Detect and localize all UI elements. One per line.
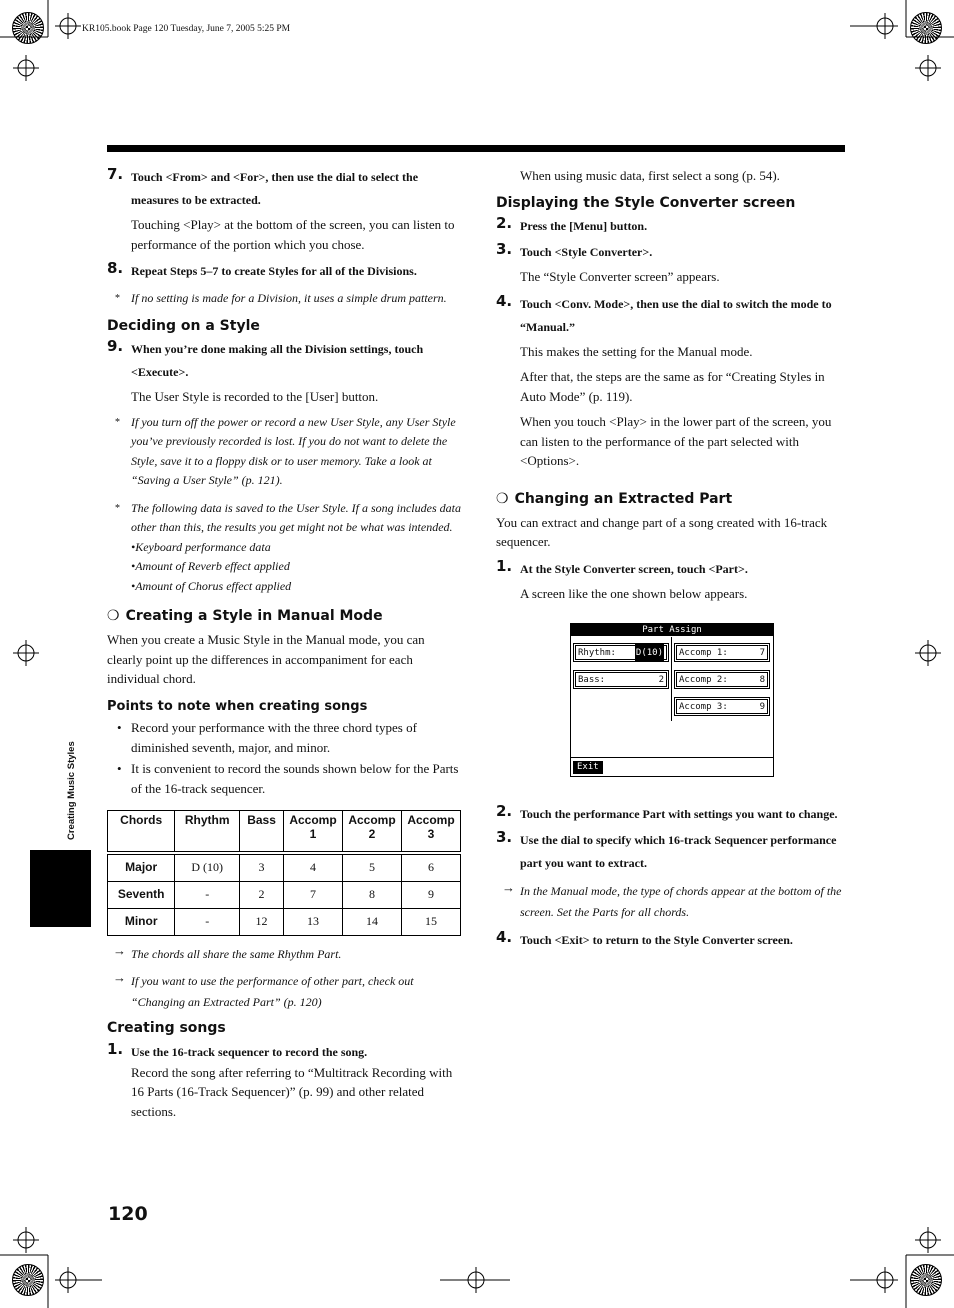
chord-parts-table [107, 810, 461, 936]
step-3-body: The “Style Converter screen” appears. [520, 269, 720, 284]
step-4-conv-mode: 4. Touch <Conv. Mode>, then use the dial to switch the mode to “Manual.” [496, 291, 832, 334]
table-row: Seventh - 2 7 8 9 [108, 882, 461, 909]
lcd-bass-cell[interactable]: Bass: 2 [573, 670, 669, 689]
heading-manual-mode: ❍ Creating a Style in Manual Mode [107, 608, 383, 624]
bullet-item: • Record your performance with the three chord types of diminished seventh, major, and minor. [117, 720, 417, 755]
step-4-body: This makes the setting for the Manual mode. [520, 343, 753, 359]
step-1-part-body: A screen like the one shown below appears. [520, 585, 748, 601]
side-tab-block [30, 850, 91, 927]
intro-text: When using music data, first select a song (p. 54). [520, 168, 780, 183]
top-rule [107, 145, 845, 152]
step-9-body: The User Style is recorded to the [User] button. [131, 389, 379, 404]
heading-changing-part: ❍ Changing an Extracted Part [496, 490, 733, 507]
changing-part-body: You can extract and change part of a song created with 16-track sequencer. [496, 514, 828, 549]
lcd-accomp2-cell[interactable]: Accomp 2: 8 [674, 670, 770, 689]
step-4-body: When you touch <Play> in the lower part of the screen, you can listen to the performance of the part selected with <Options>. [520, 414, 832, 468]
note-division: * If no setting is made for a Division, it uses a simple drum pattern. [115, 291, 447, 305]
lcd-accomp1-cell[interactable]: Accomp 1: 7 [674, 643, 770, 662]
step-1-songs: 1. Use the 16-track sequencer to record the song. [107, 1039, 368, 1059]
side-section-label: Creating Music Styles [66, 741, 77, 840]
right-column [496, 166, 846, 955]
left-column [107, 166, 461, 1127]
heading-creating-songs: Creating songs [107, 1020, 226, 1036]
arrow-note-manual-chords: → In the Manual mode, the type of chords appear at the bottom of the screen. Set the Parts for all chords. [502, 880, 842, 919]
lcd-rhythm-cell[interactable]: Rhythm: D(10) [573, 643, 669, 662]
step-4-exit: 4. Touch <Exit> to return to the Style Converter screen. [496, 928, 793, 947]
heading-deciding-style: Deciding on a Style [107, 317, 260, 334]
file-header-line: KR105.book Page 120 Tuesday, June 7, 2005 5:25 PM [82, 24, 291, 34]
lcd-accomp3-cell[interactable]: Accomp 3: 9 [674, 697, 770, 716]
part-assign-screen [570, 623, 774, 777]
step-1-part: 1. At the Style Converter screen, touch <Part>. [496, 556, 748, 576]
step-3-dial: 3. Use the dial to specify which 16-track Sequencer performance part you want to extract. [496, 828, 837, 870]
step-7-body: Touching <Play> at the bottom of the screen, you can listen to performance of the portion which you chose. [131, 217, 455, 252]
lcd-exit-button[interactable]: Exit [573, 761, 603, 774]
bullet-item: • It is convenient to record the sounds shown below for the Parts of the 16-track sequencer. [117, 761, 459, 796]
step-9: 9. When you’re done making all the Division settings, touch <Execute>. [107, 337, 424, 379]
page-number: 120 [108, 1203, 148, 1225]
manual-mode-body: When you create a Music Style in the Manual mode, you can clearly point up the differences in accompaniment for each individual chord. [107, 632, 425, 686]
heading-display-converter: Displaying the Style Converter screen [496, 194, 796, 211]
note-saved-data: * The following data is saved to the User Style. If a song includes data other than this, the results you get might not be what was intended. •Keyboard performance data •Amount of Reverb effect applied •Amount of Chorus effect applied [115, 500, 461, 593]
arrow-note-rhythm: → The chords all share the same Rhythm Part. [113, 943, 342, 961]
arrow-note-other-part: → If you want to use the performance of other part, check out “Changing an Extracted Part” (p. 120) [113, 970, 414, 1009]
table-header-row: Chords Rhythm Bass Accomp 1 Accomp 2 Accomp 3 [108, 811, 461, 852]
heading-points-to-note: Points to note when creating songs [107, 698, 368, 714]
step-8: 8. Repeat Steps 5–7 to create Styles for all of the Divisions. [107, 259, 417, 278]
step-1-songs-body: Record the song after referring to “Multitrack Recording with 16 Parts (16-Track Sequencer)” (p. 99) and other related sections. [131, 1064, 453, 1119]
table-row: Major D (10) 3 4 5 6 [108, 855, 461, 882]
step-3-style-converter: 3. Touch <Style Converter>. [496, 240, 653, 259]
step-7: 7. Touch <From> and <For>, then use the dial to select the measures to be extracted. [107, 165, 419, 207]
step-4-body: After that, the steps are the same as for “Creating Styles in Auto Mode” (p. 119). [520, 369, 825, 404]
note-power-off: * If you turn off the power or record a new User Style, any User Style you’ve previously recorded is lost. If you do not want to delete the Style, save it to a floppy disk or to user memory. Take a look at “Saving a User Style” (p. 121). [115, 414, 456, 487]
table-row: Minor - 12 13 14 15 [108, 909, 461, 936]
lcd-title: Part Assign [571, 624, 773, 636]
step-2-menu: 2. Press the [Menu] button. [496, 214, 648, 233]
step-2-performance-part: 2. Touch the performance Part with settings you want to change. [496, 802, 838, 821]
